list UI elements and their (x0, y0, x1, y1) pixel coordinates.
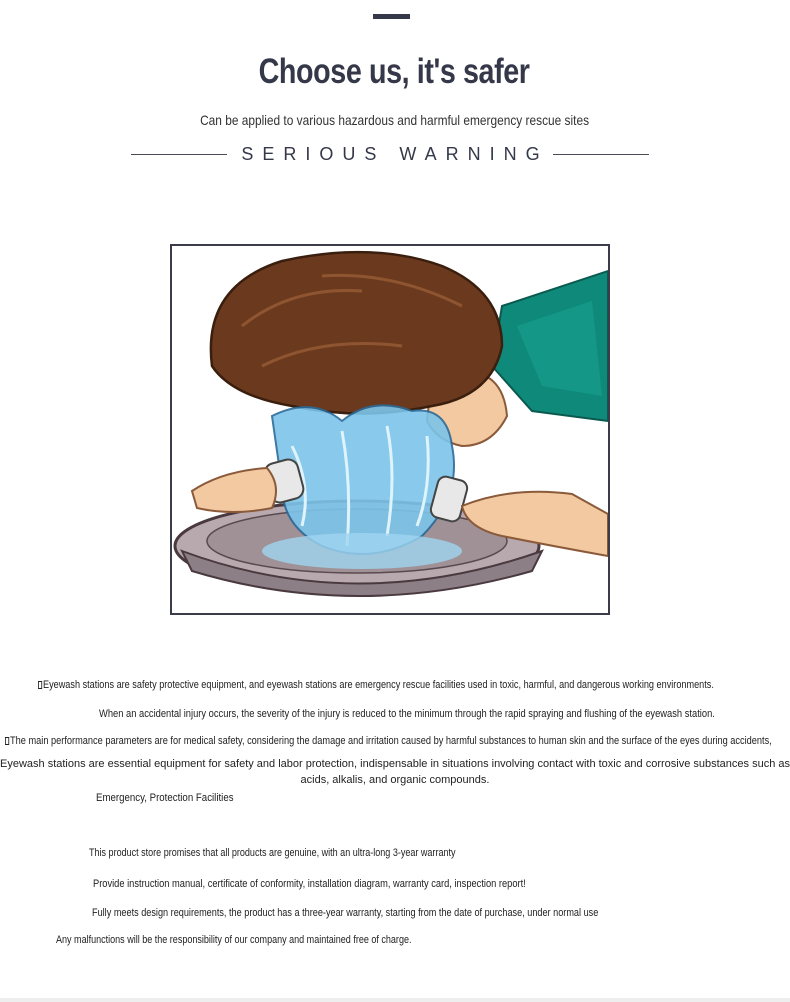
bullet-icon (5, 737, 9, 745)
body-line-4: Eyewash stations are essential equipment for safety and labor protection, indispensable in situations involving contact with toxic and corrosive substances such as acids, alkalis, and organic compounds. (0, 758, 790, 786)
body-line-5: Emergency, Protection Facilities (96, 792, 234, 804)
body-line-6: This product store promises that all products are genuine, with an ultra-long 3-year warranty (89, 847, 456, 859)
body-line-8: Fully meets design requirements, the product has a three-year warranty, starting from the date of purchase, under normal use (92, 907, 599, 919)
body-line-9: Any malfunctions will be the responsibility of our company and maintained free of charge. (56, 934, 412, 946)
body-line-7: Provide instruction manual, certificate of conformity, installation diagram, warranty card, inspection report! (93, 878, 526, 890)
body-line-2: When an accidental injury occurs, the severity of the injury is reduced to the minimum through the rapid spraying and flushing of the eyewash station. (99, 708, 715, 720)
eyewash-illustration (170, 244, 610, 615)
warning-text: SERIOUS WARNING (241, 144, 549, 164)
warning-heading (0, 144, 790, 168)
page-subtitle: Can be applied to various hazardous and harmful emergency rescue sites (200, 112, 590, 128)
body-line-1: Eyewash stations are safety protective equipment, and eyewash stations are emergency rescue facilities used in toxic, harmful, and dangerous working environments. (38, 679, 714, 691)
eyewash-person-icon (172, 246, 608, 613)
body-line-3: The main performance parameters are for medical safety, considering the damage and irritation caused by harmful substances to human skin and the surface of the eyes during accidents, (5, 735, 772, 747)
bottom-divider (0, 998, 790, 1002)
warning-divider-right (553, 154, 649, 155)
top-accent-bar (373, 14, 410, 19)
bullet-icon (38, 681, 42, 689)
page-title: Choose us, it's safer (258, 52, 530, 91)
